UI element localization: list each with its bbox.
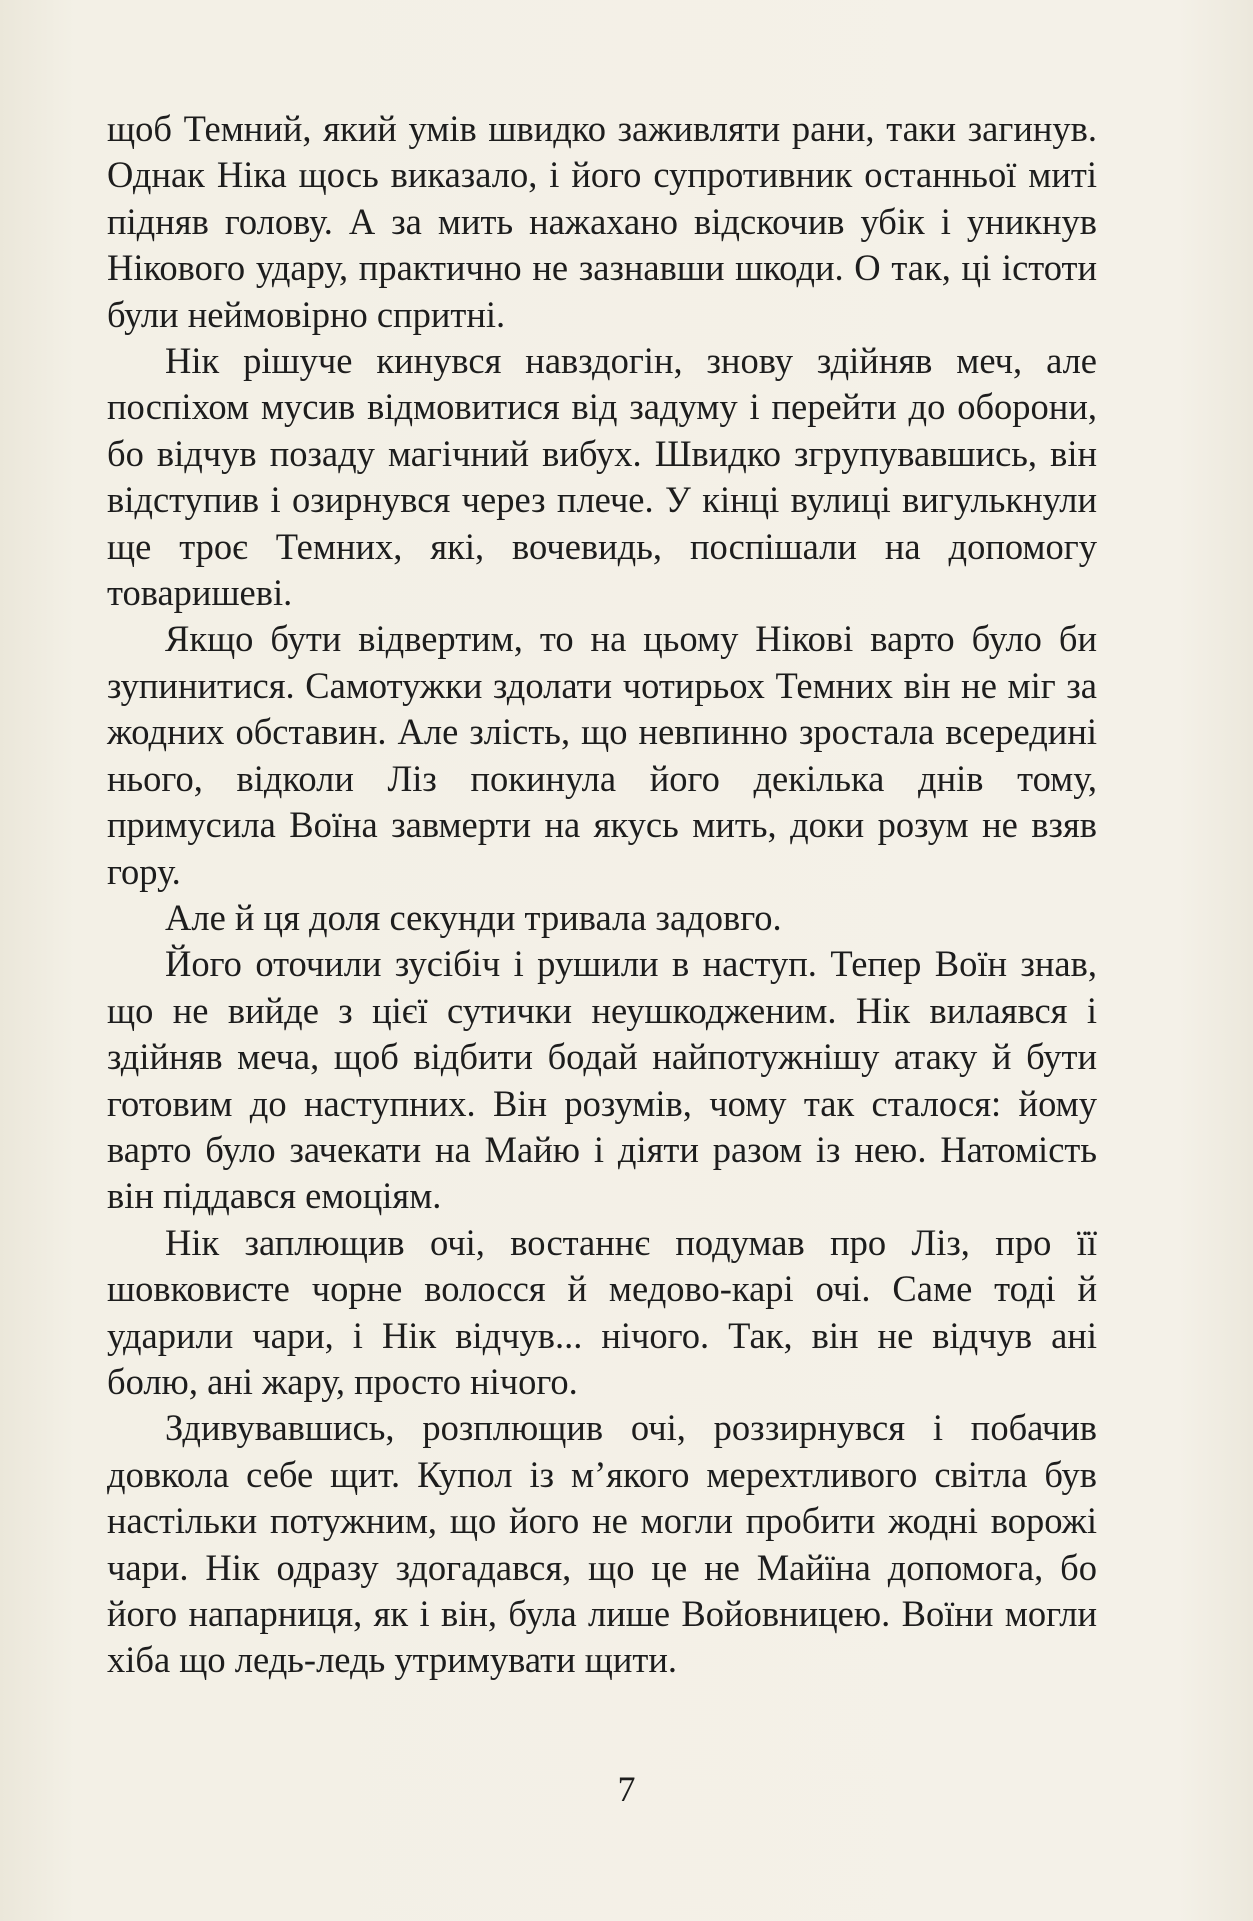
paragraph-7: Здивувавшись, розплющив очі, роззирнувся і побачив довкола себе щит. Купол із м’якого мерехтливого світла був настільки потужним, що його не могли пробити жодні ворожі чари. Нік одразу здогадався, що це не Майїна допомога, бо його напарниця, як і він, була лише Войовницею. Воїни могли хіба що ледь-ледь утримувати щити. xyxy=(107,1407,1097,1681)
paragraph-6: Нік заплющив очі, востаннє подумав про Ліз, про її шовковисте чорне волосся й медово-карі очі. Саме тоді й ударили чари, і Нік відчув... нічого. Так, він не відчув ані болю, ані жару, просто нічого. xyxy=(107,1221,1097,1402)
paragraph-2: Нік рішуче кинувся навздогін, знову здійняв меч, але поспіхом мусив відмовитися від задуму і перейти до оборони, бо відчув позаду магічний вибух. Швидко згрупувавшись, він відступив і озирнувся через плече. У кінці вулиці вигулькнули ще троє Темних, які, вочевидь, поспішали на допомогу товаришеві. xyxy=(107,340,1097,614)
body-text xyxy=(107,106,1097,1684)
paragraph-4: Але й ця доля секунди тривала задовго. xyxy=(165,896,782,938)
paragraph-1: щоб Темний, який умів швидко заживляти рани, таки загинув. Однак Ніка щось виказало, і його супротивник останньої миті підняв голову. А за мить нажахано відскочив убік і уникнув Нікового удару, практично не зазнавши шкоди. О так, ці істоти були неймовірно спритні. xyxy=(107,108,1097,335)
page-number: 7 xyxy=(617,1769,636,1809)
paragraph-5: Його оточили зусібіч і рушили в наступ. Тепер Воїн знав, що не вийде з цієї сутички неушкодженим. Нік вилаявся і здійняв меча, щоб відбити бодай найпотужнішу атаку й бути готовим до наступних. Він розумів, чому так сталося: йому варто було зачекати на Майю і діяти разом із нею. Натомість він піддався емоціям. xyxy=(107,943,1097,1217)
paragraph-3: Якщо бути відвертим, то на цьому Нікові варто було би зупинитися. Самотужки здолати чотирьох Темних він не міг за жодних обставин. Але злість, що невпинно зростала всередині нього, відколи Ліз покинула його декілька днів тому, примусила Воїна завмерти на якусь мить, доки розум не взяв гору. xyxy=(107,618,1097,892)
